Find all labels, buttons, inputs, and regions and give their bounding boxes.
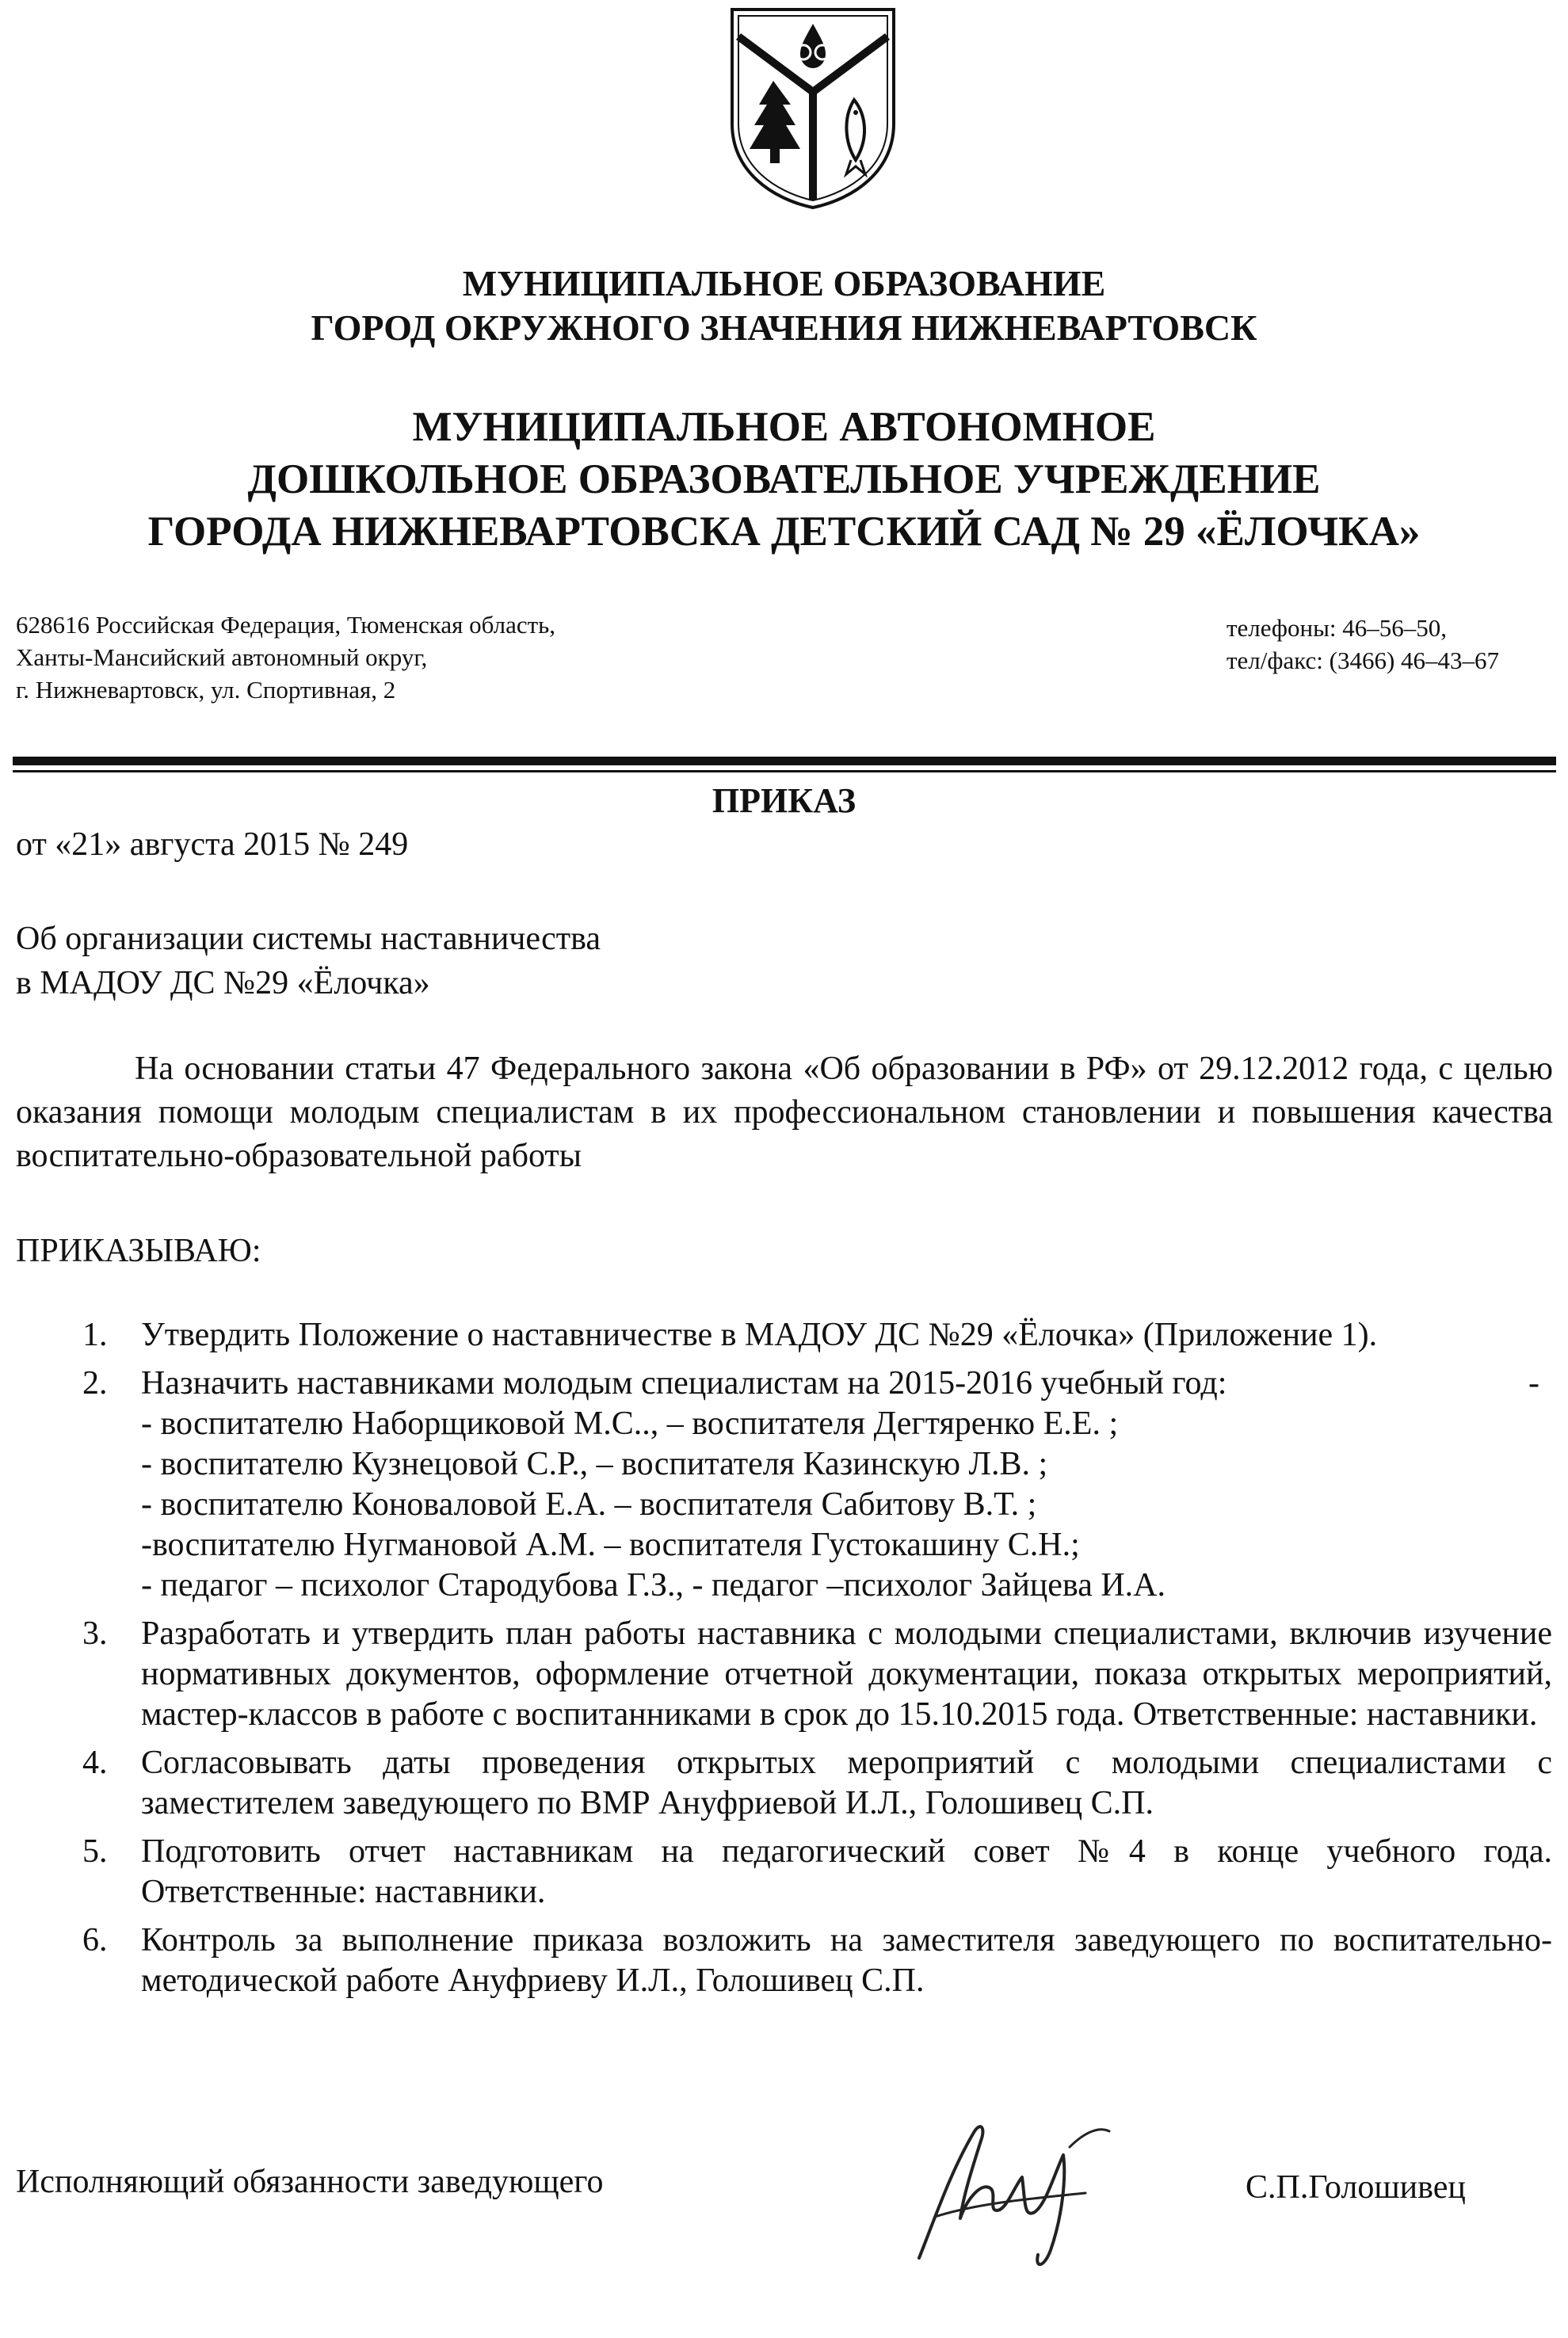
item-text: Разработать и утвердить план работы наставника с молодыми специалистами, включив изучение нормативных документов, оформление отчетной документации, показа открытых мероприятий, мастер-классов в работе с воспитанниками в срок до 15.10.2015 года. Ответственные: наставники. [141,1615,1552,1733]
address-line: Ханты-Мансийский автономный округ, [16,643,428,671]
signatory-role: Исполняющий обязанности заведующего [16,2164,604,2200]
item-text: Согласовывать даты проведения открытых мероприятий с молодыми специалистами с заместителем заведующего по ВМР Ануфриевой И.Л., Голошивец С.П. [141,1745,1552,1821]
municipality-title: МУНИЦИПАЛЬНОЕ ОБРАЗОВАНИЕ [462,263,1106,303]
postal-address [16,608,555,706]
item-number: 6. [82,1922,108,1959]
org-title-line3: ГОРОДА НИЖНЕВАРТОВСКА ДЕТСКИЙ САД № 29 «ЁЛОЧКА» [147,509,1421,555]
fax-line: тел/факс: (3466) 46–43–67 [1227,646,1500,674]
subject-line: Об организации системы наставничества [16,921,601,957]
handwritten-signature-icon [887,2100,1125,2282]
item-text: Подготовить отчет наставникам на педагогический совет №4 в конце учебного года. Ответственные: наставники. [141,1833,1552,1910]
mentor-assignment: - воспитателю Коноваловой Е.А. – воспитателя Сабитову В.Т. ; [141,1486,1037,1523]
order-item [0,1614,1568,1735]
mentor-assignment: - педагог – психолог Стародубова Г.З., - педагог –психолог Зайцева И.А. [141,1567,1166,1604]
order-item [0,1920,1568,2001]
item-number: 2. [82,1365,108,1402]
order-item [0,1315,1568,1356]
item-number: 1. [82,1317,108,1353]
decree-word: ПРИКАЗЫВАЮ: [16,1233,261,1269]
subject-line: в МАДОУ ДС №29 «Ёлочка» [16,965,430,1001]
city-title: ГОРОД ОКРУЖНОГО ЗНАЧЕНИЯ НИЖНЕВАРТОВСК [311,307,1257,348]
order-item [0,1364,1568,1606]
address-line: 628616 Российская Федерация, Тюменская область, [16,611,556,639]
contact-phones [1227,612,1499,677]
org-title-line1: МУНИЦИПАЛЬНОЕ АВТОНОМНОЕ [412,404,1156,450]
order-items-list [0,1315,1568,2009]
order-item [0,1743,1568,1824]
phone-line: телефоны: 46–56–50, [1227,614,1448,642]
org-title-line2: ДОШКОЛЬНОЕ ОБРАЗОВАТЕЛЬНОЕ УЧРЕЖДЕНИЕ [247,456,1321,502]
mentor-assignment: -воспитателю Нугмановой А.М. – воспитателя Густокашину С.Н.; [141,1527,1080,1563]
address-line: г. Нижневартовск, ул. Спортивная, 2 [16,676,396,704]
item-text: Назначить наставниками молодым специалистам на 2015-2016 учебный год: [141,1365,1227,1402]
item-text: Контроль за выполнение приказа возложить на заместителя заведующего по воспитательно-методической работе Ануфриеву И.Л., Голошивец С.П. [141,1922,1552,1999]
order-item [0,1832,1568,1913]
signatory-name: С.П.Голошивец [1246,2169,1466,2206]
mentor-assignment: - воспитателю Наборщиковой М.С.., – воспитателя Дегтяренко Е.Е. ; [141,1405,1119,1442]
item-number: 4. [82,1745,108,1781]
order-basis-paragraph: На основании статьи 47 Федерального закона «Об образовании в РФ» от 29.12.2012 года, с целью оказания помощи молодым специалистам в их профессиональном становлении и повышения качества воспитательно-образовательной работы [16,1051,1553,1174]
item-number: 5. [82,1833,108,1870]
order-date-number: от «21» августа 2015 № 249 [16,826,409,863]
item-text: Утвердить Положение о наставничестве в МАДОУ ДС №29 «Ёлочка» (Приложение 1). [141,1317,1378,1353]
item-trailing-mark: - [1528,1365,1539,1402]
item-number: 3. [82,1615,108,1652]
order-subject [16,917,601,1005]
order-title: ПРИКАЗ [712,781,856,820]
mentor-assignment: - воспитателю Кузнецовой С.Р., – воспитателя Казинскую Л.В. ; [141,1446,1048,1482]
header-divider-thick [13,757,1556,765]
header-divider-thin [13,770,1556,772]
city-coat-of-arms-icon [727,5,898,212]
